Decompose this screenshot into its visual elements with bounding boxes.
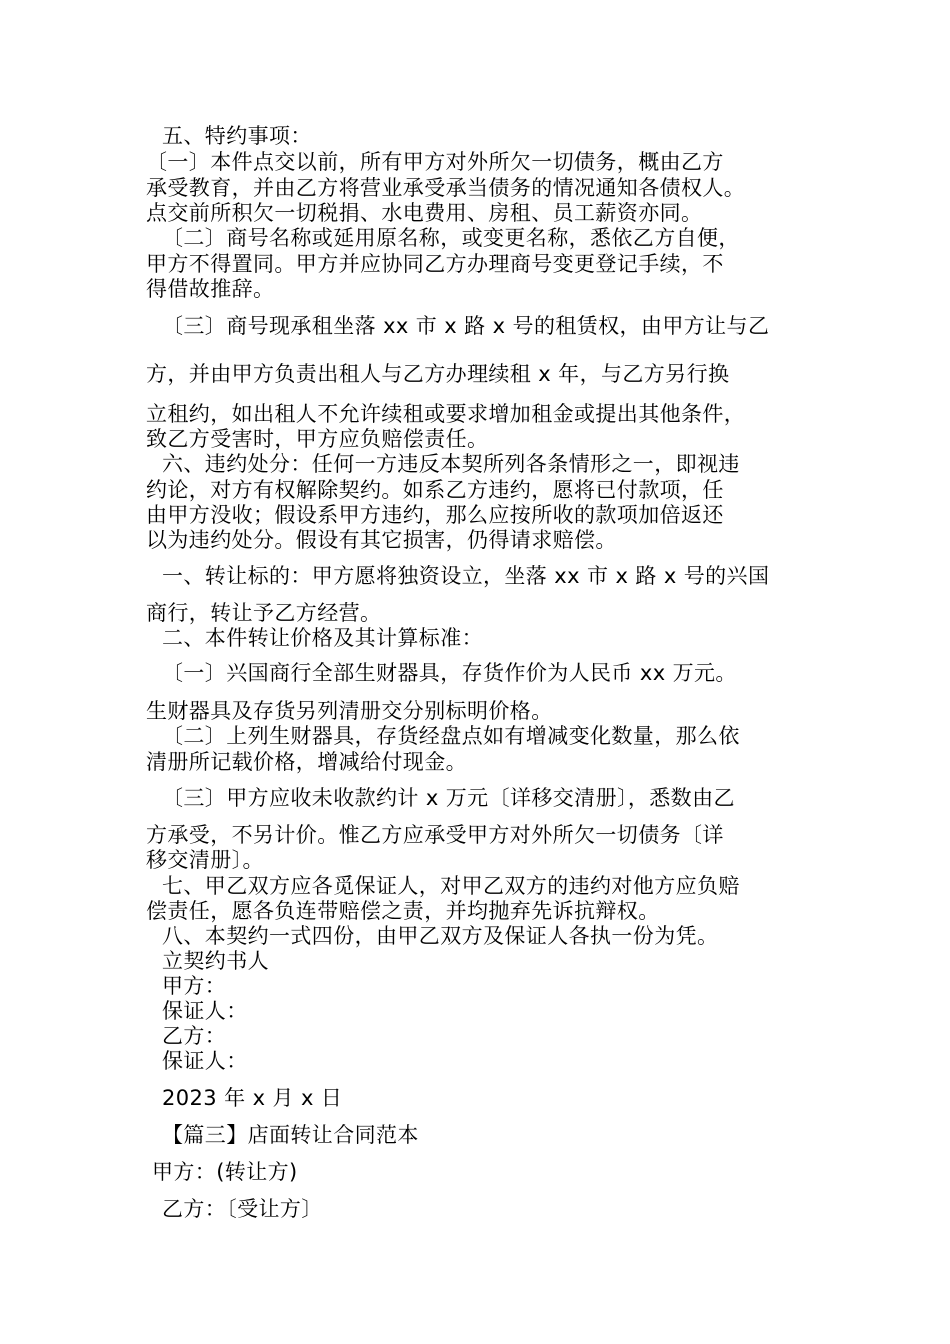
section-1-line-2: 商行，转让予乙方经营。 xyxy=(146,601,382,625)
clause-2-2-line-1: 〔二〕上列生财器具，存货经盘点如有增减变化数量，那么依 xyxy=(162,724,740,748)
part-3-title: 【篇三】店面转让合同范本 xyxy=(162,1123,419,1147)
clause-2-2-line-2: 清册所记载价格，增减给付现金。 xyxy=(146,750,467,774)
section-1-line-1: 一、转让标的：甲方愿将独资设立，坐落 xx 市 x 路 x 号的兴国 xyxy=(162,564,770,588)
guarantor-a-label: 保证人： xyxy=(162,999,248,1023)
clause-5-1-line-1: 〔一〕本件点交以前，所有甲方对外所欠一切债务，概由乙方 xyxy=(146,150,724,174)
clause-5-2-line-3: 得借故推辞。 xyxy=(146,277,275,301)
party-a-label: 甲方： xyxy=(162,974,227,998)
clause-2-1-line-1: 〔一〕兴国商行全部生财器具，存货作价为人民币 xx 万元。 xyxy=(162,661,737,685)
clause-2-3-line-2: 方承受，不另计价。惟乙方应承受甲方对外所欠一切债务〔详 xyxy=(146,823,724,847)
clause-5-2-line-1: 〔二〕商号名称或延用原名称，或变更名称，悉依乙方自便， xyxy=(162,226,740,250)
guarantor-b-label: 保证人： xyxy=(162,1049,248,1073)
clause-5-1-line-2: 承受教育，并由乙方将营业承受承当债务的情况通知各债权人。 xyxy=(146,176,746,200)
contract-date: 2023 年 x 月 x 日 xyxy=(162,1086,343,1110)
section-2-heading: 二、本件转让价格及其计算标准： xyxy=(162,626,483,650)
section-6-line-1: 六、违约处分：任何一方违反本契所列各条情形之一，即视违 xyxy=(162,452,740,476)
section-6-line-4: 以为违约处分。假设有其它损害，仍得请求赔偿。 xyxy=(146,528,617,552)
clause-5-1-line-3: 点交前所积欠一切税捐、水电费用、房租、员工薪资亦同。 xyxy=(146,201,703,225)
clause-2-3-line-1: 〔三〕甲方应收未收款约计 x 万元〔详移交清册〕，悉数由乙 xyxy=(162,786,735,810)
section-7-line-1: 七、甲乙双方应各觅保证人，对甲乙双方的违约对他方应负赔 xyxy=(162,874,740,898)
clause-2-3-line-3: 移交清册〕。 xyxy=(146,848,264,872)
section-8-line: 八、本契约一式四份，由甲乙双方及保证人各执一份为凭。 xyxy=(162,924,719,948)
transferee-label: 乙方：〔受让方〕 xyxy=(162,1197,323,1221)
section-7-line-2: 偿责任，愿各负连带赔偿之责，并均抛弃先诉抗辩权。 xyxy=(146,899,660,923)
transferor-label: 甲方：(转让方) xyxy=(152,1160,298,1184)
section-6-line-3: 由甲方没收；假设系甲方违约，那么应按所收的款项加倍返还 xyxy=(146,503,724,527)
clause-5-3-line-2: 方，并由甲方负责出租人与乙方办理续租 x 年，与乙方另行换 xyxy=(146,362,730,386)
section-6-line-2: 约论，对方有权解除契约。如系乙方违约，愿将已付款项，任 xyxy=(146,478,724,502)
clause-2-1-line-2: 生财器具及存货另列清册交分别标明价格。 xyxy=(146,699,553,723)
party-b-label: 乙方： xyxy=(162,1024,227,1048)
signatories-label: 立契约书人 xyxy=(162,949,269,973)
clause-5-3-line-4: 致乙方受害时，甲方应负赔偿责任。 xyxy=(146,427,489,451)
section-5-heading: 五、特约事项： xyxy=(162,124,312,148)
clause-5-3-line-3: 立租约，如出租人不允许续租或要求增加租金或提出其他条件， xyxy=(146,402,746,426)
clause-5-2-line-2: 甲方不得置同。甲方并应协同乙方办理商号变更登记手续，不 xyxy=(146,252,724,276)
clause-5-3-line-1: 〔三〕商号现承租坐落 xx 市 x 路 x 号的租赁权，由甲方让与乙 xyxy=(162,314,770,338)
